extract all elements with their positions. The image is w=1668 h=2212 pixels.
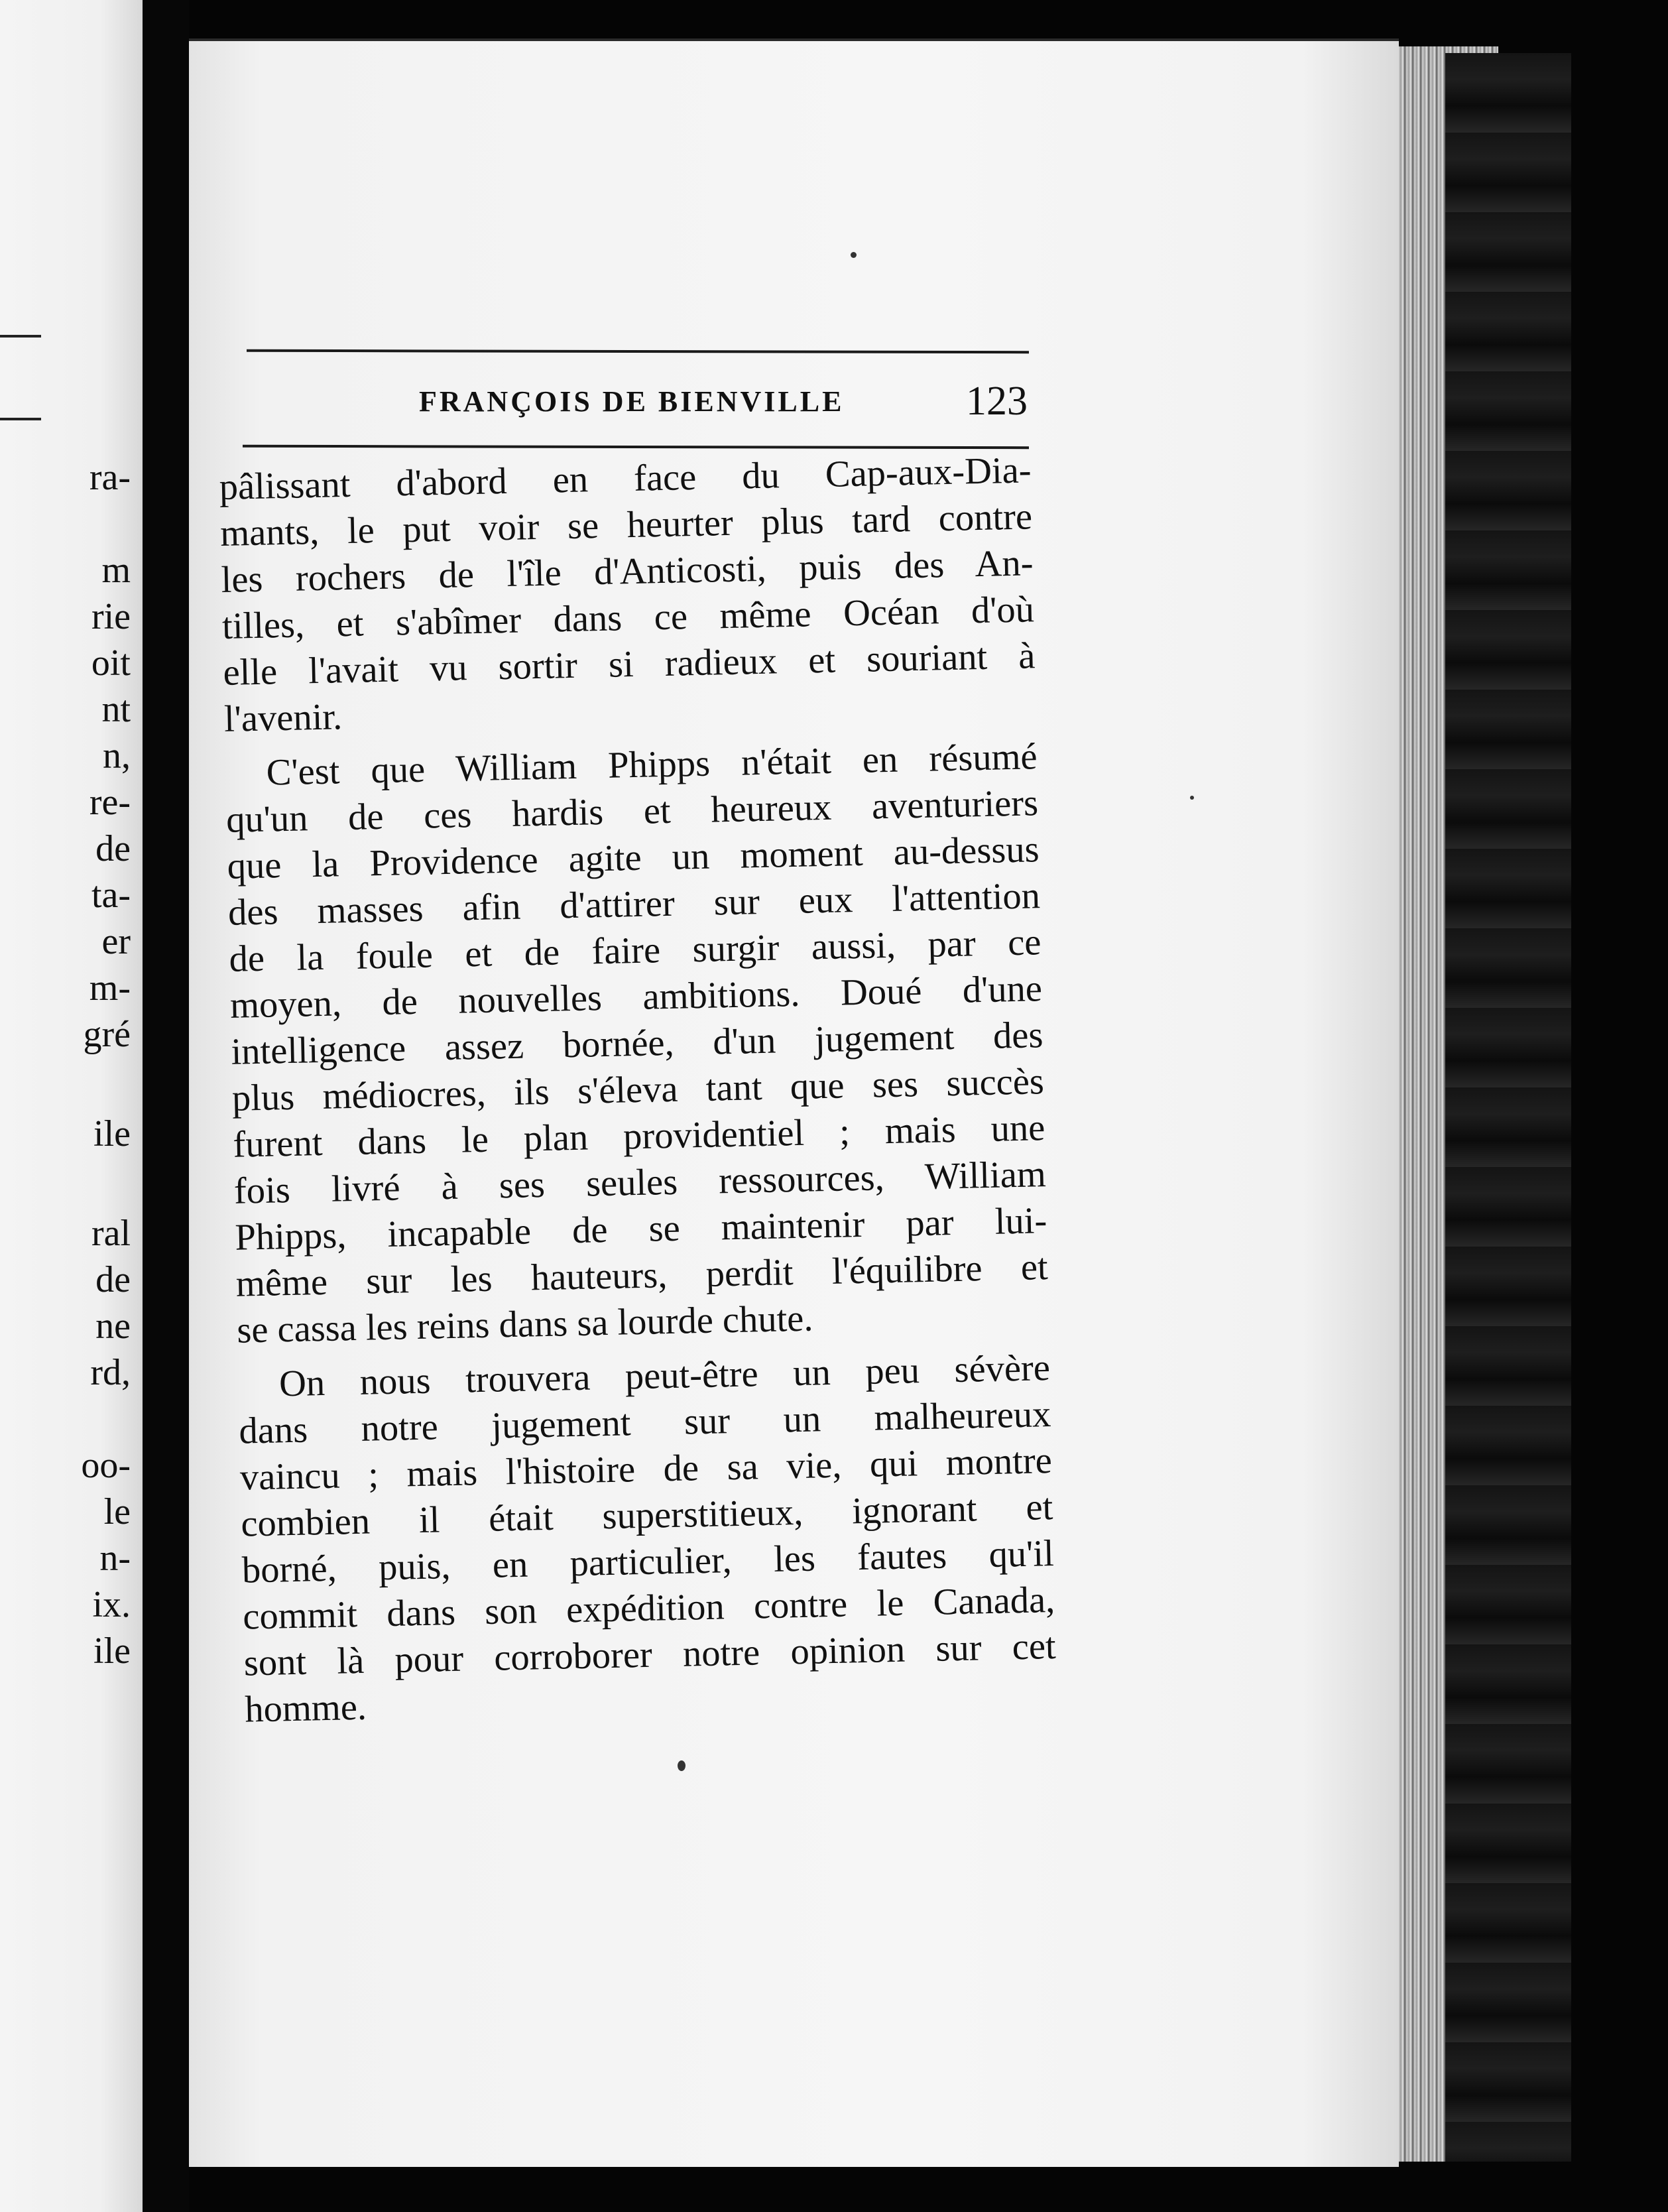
text-line: dans notre jugement sur un malheureux [238,1394,1051,1452]
text-line: fois livré à ses seules ressources, William [233,1154,1047,1212]
left-page-fragment: m- [89,967,131,1009]
text-line: mants, le put voir se heurter plus tard contre [219,496,1033,554]
left-page-fragment: rd, [90,1352,131,1393]
left-page-fragment: le [103,1491,131,1532]
text-line: tilles, et s'abîmer dans ce même Océan d'où [221,589,1035,647]
left-page-fragment: oo- [81,1445,131,1486]
left-page-fragment: ile [93,1630,131,1672]
left-page-fragment: rie [91,596,131,637]
text-line: combien il était superstitieux, ignorant et [240,1487,1053,1545]
text-line: sont là pour corroborer notre opinion sur cet [243,1625,1057,1684]
running-header [245,378,1028,431]
paragraph [219,447,1037,743]
text-line: On nous trouvera peut-être un peu sévère [278,1347,1051,1405]
left-page-fragment: er [101,921,131,962]
text-line: qu'un de ces hardis et heureux aventuriers [225,782,1039,841]
left-page-fragment: n- [99,1538,131,1579]
text-line: que la Providence agite un moment au-dessus [227,829,1040,887]
text-line: de la foule et de faire surgir aussi, par ce [228,922,1042,980]
left-page-fragment: ile [93,1113,131,1154]
ink-speck [678,1760,685,1771]
ink-speck [851,252,857,258]
left-facing-page [0,0,143,2212]
paragraph [225,733,1049,1353]
text-line: moyen, de nouvelles ambitions. Doué d'une [229,968,1043,1026]
left-page-fragment: m [101,550,131,591]
left-page-fragment: ta- [91,875,131,916]
left-page-fragment: oit [91,643,131,684]
page-number: 123 [966,379,1028,424]
left-page-fragment: nt [101,689,131,730]
text-line: plus médiocres, ils s'éleva tant que ses succès [231,1061,1045,1119]
running-title: FRANÇOIS DE BIENVILLE [419,385,845,418]
text-line: des masses afin d'attirer sur eux l'attention [227,875,1041,934]
text-line: se cassa les reins dans sa lourde chute. [236,1298,814,1351]
ink-speck [1190,796,1194,800]
body-text [219,447,1057,1733]
left-page-fragment: ra- [89,457,131,498]
text-line: pâlissant d'abord en face du Cap-aux-Dia- [219,450,1032,508]
text-line: même sur les hauteurs, perdit l'équilibre et [235,1247,1049,1305]
text-line: commit dans son expédition contre le Canada, [242,1579,1055,1638]
text-line: C'est que William Phipps n'était en résumé [266,736,1038,794]
paragraph [237,1345,1057,1733]
text-line: les rochers de l'île d'Anticosti, puis des An- [221,542,1034,601]
left-page-fragment: ne [95,1306,131,1347]
left-page-fragment: gré [83,1014,131,1055]
left-page-fragment: re- [89,782,131,823]
text-line: intelligence assez bornée, d'un jugement des [230,1014,1043,1073]
book-binding-edge [1445,53,1571,2162]
text-line: furent dans le plan providentiel ; mais une [232,1107,1045,1166]
left-page-fragment: n, [103,735,131,776]
left-page-fragment: de [95,1259,131,1300]
left-page-fragment: ral [91,1213,131,1254]
text-line: Phipps, incapable de se maintenir par lui- [234,1200,1047,1259]
text-line: borné, puis, en particulier, les fautes qu'il [241,1532,1055,1591]
text-line: elle l'avait vu sortir si radieux et souriant à [222,635,1036,694]
left-page-fragment: ix. [92,1584,131,1625]
left-page-rule [0,335,41,338]
left-page-fragment: de [95,828,131,869]
text-line: vaincu ; mais l'histoire de sa vie, qui montre [239,1440,1053,1499]
left-page-rule [0,418,41,420]
text-line: homme. [244,1686,367,1731]
book-gutter [143,0,189,2212]
text-line: l'avenir. [223,696,343,740]
